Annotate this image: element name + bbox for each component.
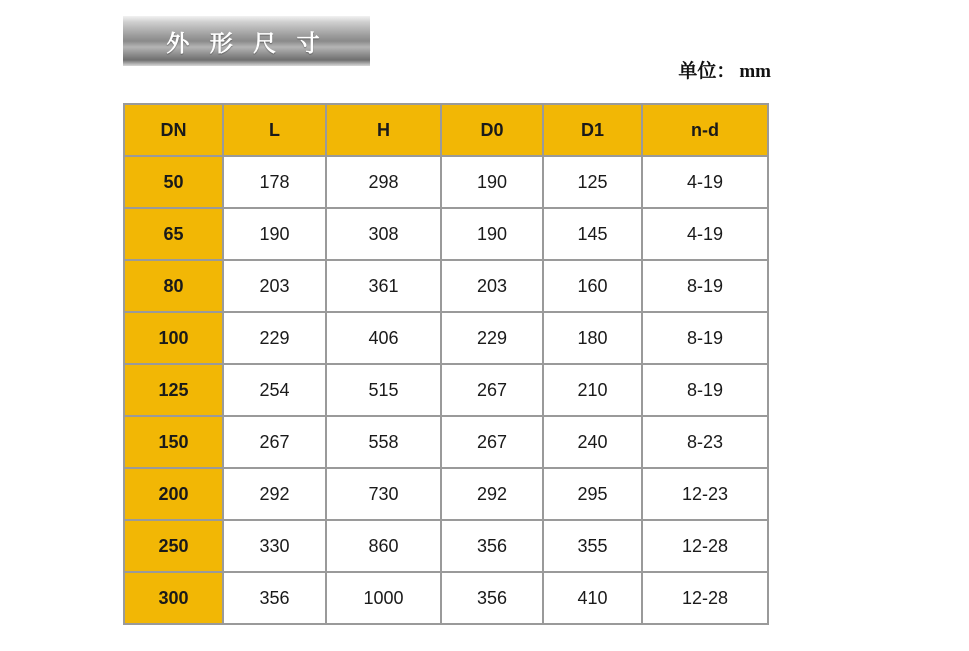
- table-row: [124, 416, 768, 468]
- table-header-cell: DN: [124, 104, 223, 156]
- table-cell: 361: [326, 260, 441, 312]
- table-cell: 267: [223, 416, 326, 468]
- section-title-banner: [123, 16, 370, 66]
- table-cell-dn: 150: [124, 416, 223, 468]
- table-cell: 190: [441, 156, 543, 208]
- section-title-text: 外 形 尺 寸: [166, 29, 327, 56]
- table-cell: 229: [441, 312, 543, 364]
- table-row: [124, 468, 768, 520]
- table-cell-dn: 125: [124, 364, 223, 416]
- table-cell: 4-19: [642, 156, 768, 208]
- table-header-cell: L: [223, 104, 326, 156]
- table-row: [124, 572, 768, 624]
- table-cell: 292: [223, 468, 326, 520]
- table-cell: 295: [543, 468, 642, 520]
- table-cell: 298: [326, 156, 441, 208]
- table-row: [124, 156, 768, 208]
- table-row: [124, 364, 768, 416]
- table-cell: 4-19: [642, 208, 768, 260]
- table-cell: 356: [223, 572, 326, 624]
- table-cell: 308: [326, 208, 441, 260]
- table-cell: 229: [223, 312, 326, 364]
- table-cell: 1000: [326, 572, 441, 624]
- table-header-cell: n-d: [642, 104, 768, 156]
- table-cell: 8-19: [642, 312, 768, 364]
- table-cell: 240: [543, 416, 642, 468]
- table-cell: 8-19: [642, 260, 768, 312]
- table-cell: 180: [543, 312, 642, 364]
- table-header-cell: D0: [441, 104, 543, 156]
- table-cell: 356: [441, 572, 543, 624]
- table-row: [124, 260, 768, 312]
- table-header-row: [124, 104, 768, 156]
- table-cell: 515: [326, 364, 441, 416]
- table-cell: 254: [223, 364, 326, 416]
- table-cell: 210: [543, 364, 642, 416]
- table-cell: 356: [441, 520, 543, 572]
- table-cell: 8-23: [642, 416, 768, 468]
- table-cell: 203: [441, 260, 543, 312]
- dimensions-table-container: [123, 103, 767, 625]
- table-cell-dn: 100: [124, 312, 223, 364]
- table-cell: 558: [326, 416, 441, 468]
- table-cell: 190: [223, 208, 326, 260]
- table-cell: 8-19: [642, 364, 768, 416]
- unit-note: [678, 56, 771, 83]
- table-cell: 12-28: [642, 572, 768, 624]
- table-cell: 292: [441, 468, 543, 520]
- table-cell: 860: [326, 520, 441, 572]
- table-header-cell: D1: [543, 104, 642, 156]
- table-row: [124, 520, 768, 572]
- table-cell-dn: 80: [124, 260, 223, 312]
- table-cell-dn: 65: [124, 208, 223, 260]
- table-cell-dn: 300: [124, 572, 223, 624]
- table-cell: 203: [223, 260, 326, 312]
- table-cell: 330: [223, 520, 326, 572]
- table-cell: 267: [441, 416, 543, 468]
- table-cell: 406: [326, 312, 441, 364]
- table-cell: 267: [441, 364, 543, 416]
- table-cell-dn: 200: [124, 468, 223, 520]
- table-cell: 160: [543, 260, 642, 312]
- table-row: [124, 208, 768, 260]
- unit-note-label: 单位：: [678, 61, 736, 82]
- table-cell-dn: 250: [124, 520, 223, 572]
- dimensions-table: [123, 103, 769, 625]
- table-header-cell: H: [326, 104, 441, 156]
- table-cell-dn: 50: [124, 156, 223, 208]
- table-cell: 355: [543, 520, 642, 572]
- table-cell: 12-28: [642, 520, 768, 572]
- table-cell: 145: [543, 208, 642, 260]
- table-cell: 730: [326, 468, 441, 520]
- table-cell: 12-23: [642, 468, 768, 520]
- table-cell: 410: [543, 572, 642, 624]
- table-row: [124, 312, 768, 364]
- table-cell: 178: [223, 156, 326, 208]
- table-cell: 190: [441, 208, 543, 260]
- unit-note-value: mm: [739, 61, 771, 82]
- table-cell: 125: [543, 156, 642, 208]
